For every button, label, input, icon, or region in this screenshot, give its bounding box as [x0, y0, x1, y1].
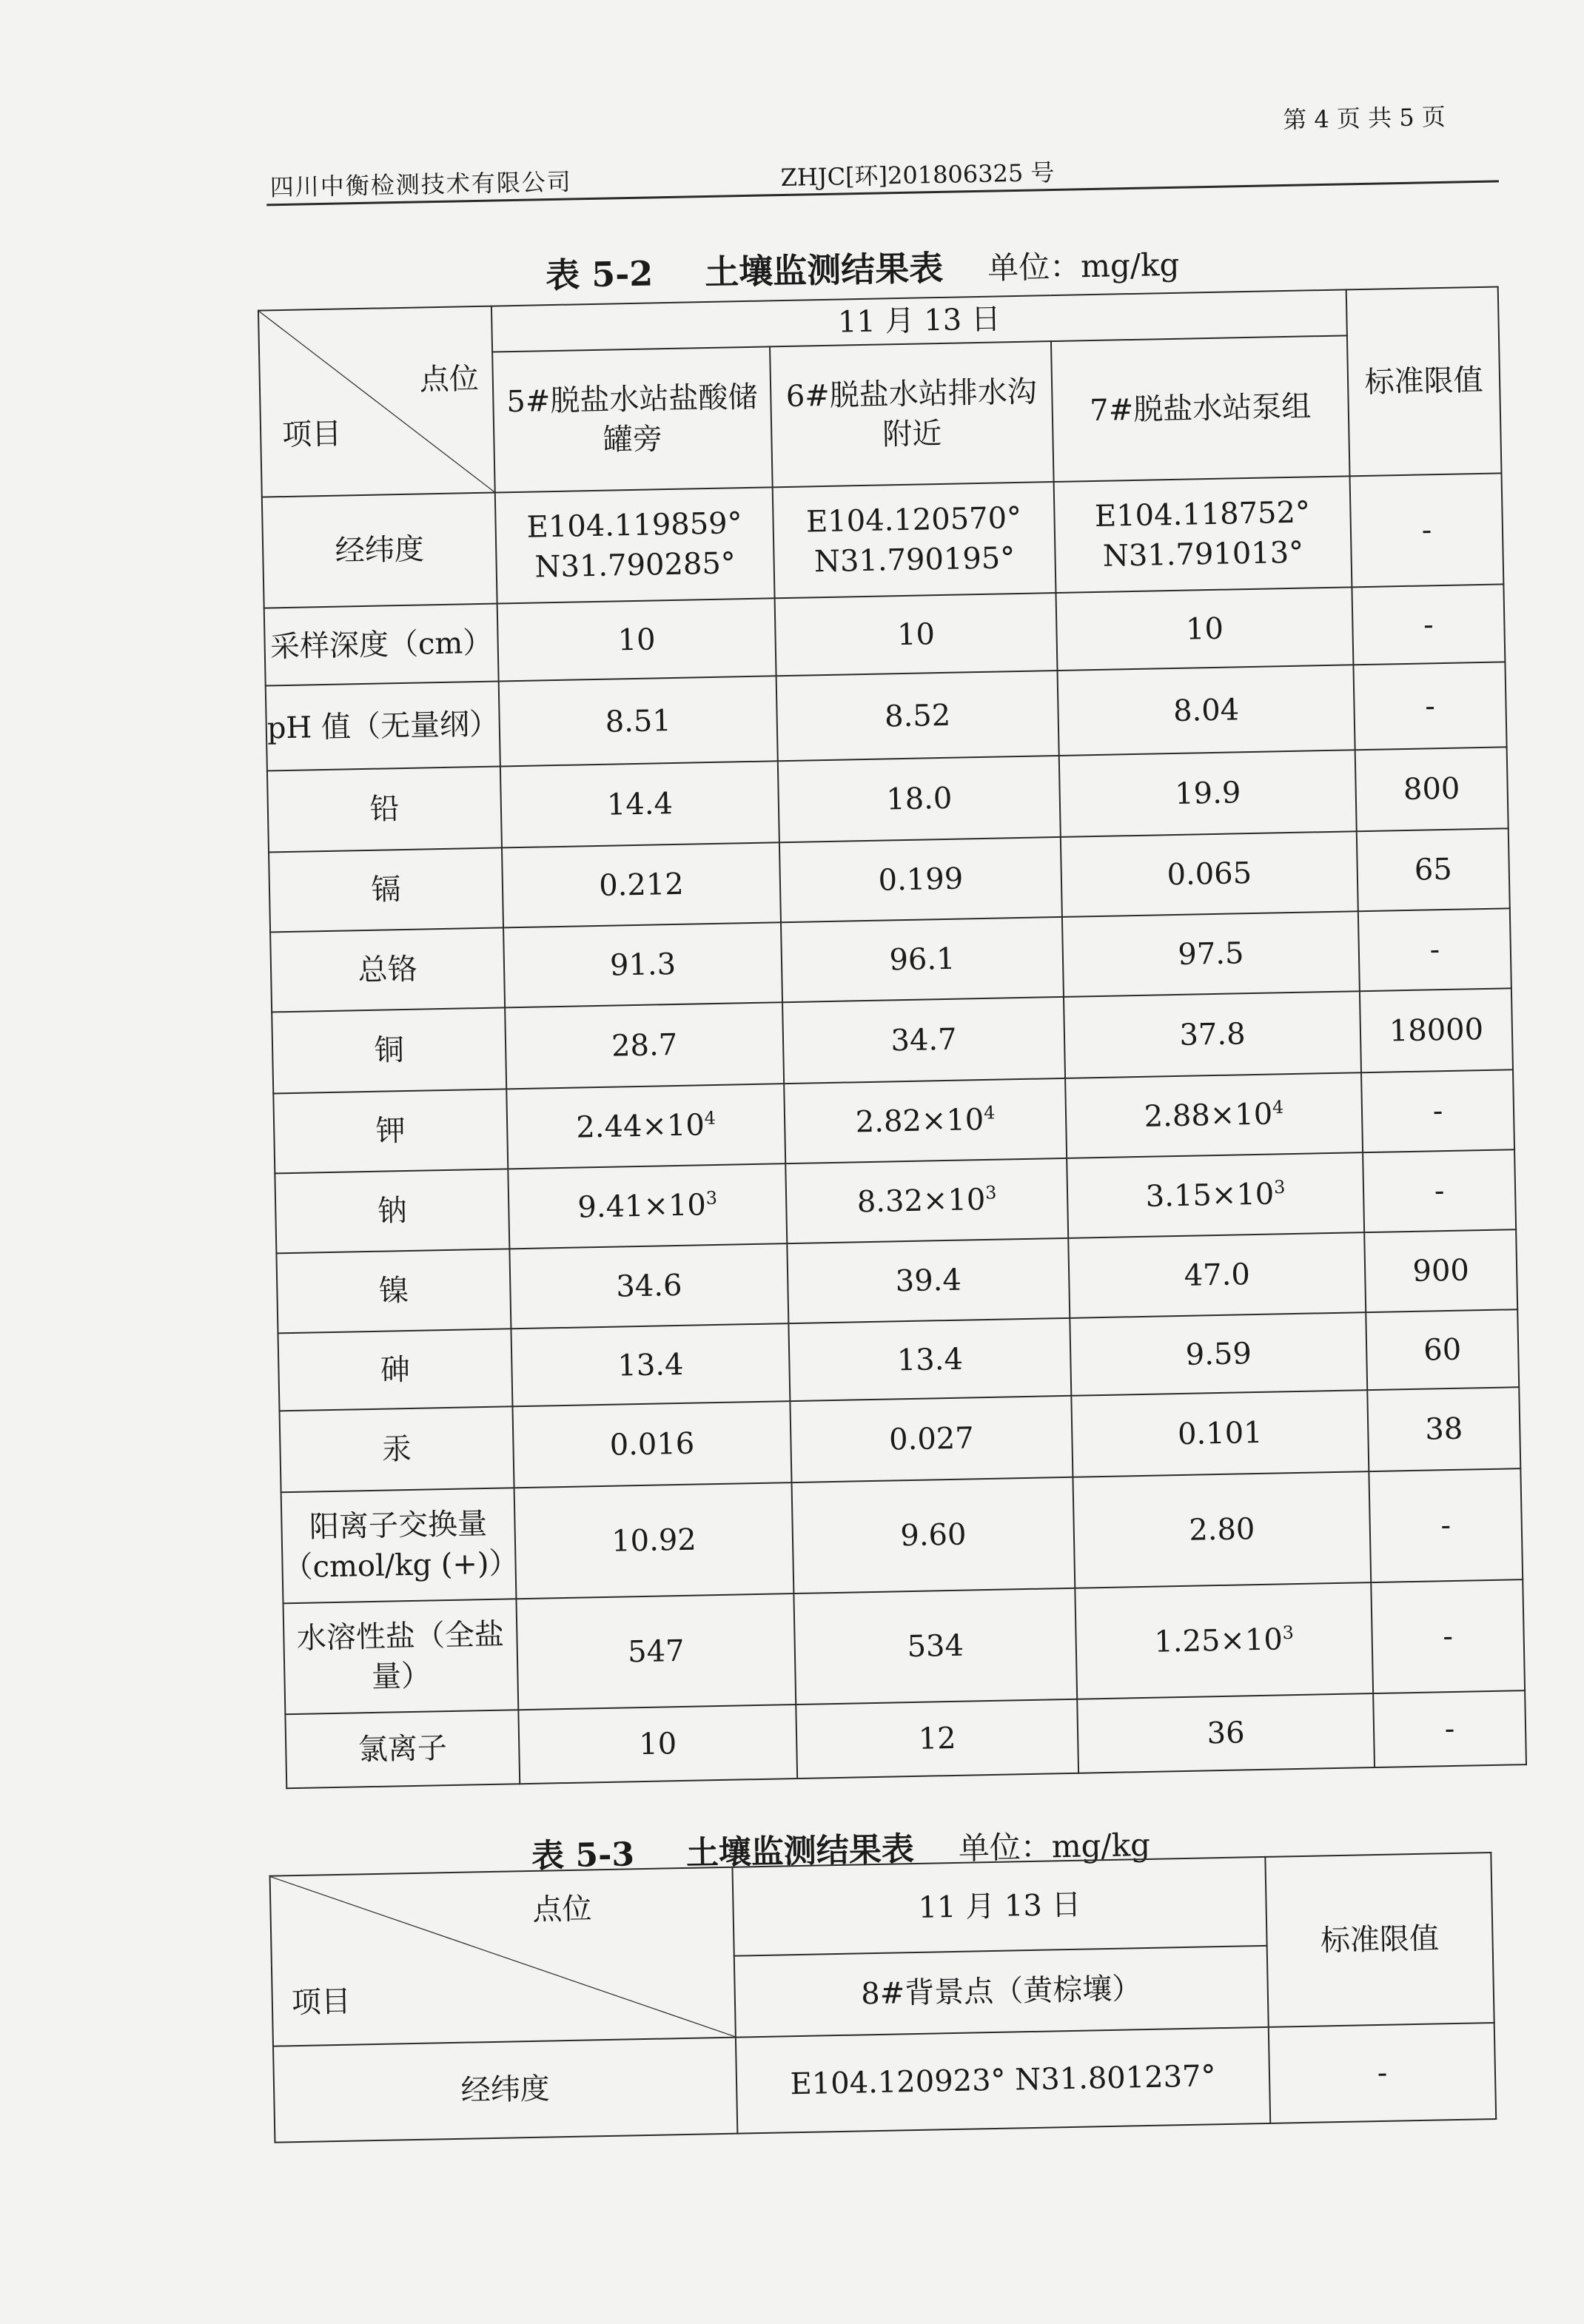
- row-value: 19.9: [1174, 776, 1241, 811]
- row-value-cell: [516, 1593, 796, 1710]
- row-value-cell: [503, 922, 782, 1007]
- row-value: 0.101: [1177, 1415, 1263, 1452]
- row-value-cell: [781, 917, 1064, 1002]
- row-value: 39.4: [895, 1263, 962, 1299]
- table-5-2-corner-cell: [258, 306, 495, 497]
- row-standard-limit: 38: [1367, 1387, 1520, 1471]
- row-value-cell: [508, 1163, 787, 1249]
- row-value-cell: [506, 1084, 785, 1169]
- row-value: 0.199: [878, 862, 964, 898]
- site-header-8: 8#背景点（黄棕壤）: [734, 1946, 1269, 2038]
- row-item-label: 经纬度: [273, 2038, 737, 2143]
- row-value: 0.016: [609, 1426, 695, 1462]
- row-value: 10: [617, 622, 656, 657]
- row-value-cell: [1075, 1582, 1373, 1699]
- row-standard-limit: -: [1353, 662, 1506, 750]
- row-standard-limit: 65: [1357, 828, 1510, 911]
- table-5-3-std-header: 标准限值: [1265, 1853, 1494, 2027]
- table-5-2-unit: 单位：mg/kg: [987, 246, 1180, 286]
- row-value-cell: [502, 842, 781, 927]
- row-item-label: 氯离子: [285, 1710, 520, 1788]
- row-value-cell: [779, 837, 1062, 922]
- row-value-cell: [1068, 1232, 1366, 1318]
- row-value: 37.8: [1179, 1017, 1246, 1052]
- row-value-cell: [788, 1318, 1071, 1401]
- row-item-label: 钾: [273, 1089, 508, 1173]
- row-item-label: 镍: [276, 1249, 511, 1333]
- row-item-label: 水溶性盐（全盐量）: [283, 1599, 519, 1714]
- corner-site-label: 点位: [419, 361, 480, 397]
- row-value: 8.32×10: [856, 1182, 986, 1220]
- row-value-exponent: 3: [705, 1187, 718, 1209]
- row-value-cell: [1073, 1471, 1371, 1588]
- row-value: 28.7: [611, 1027, 678, 1064]
- site-header-7: 7#脱盐水站泵组: [1051, 335, 1350, 482]
- row-value-cell: [500, 761, 779, 847]
- corner-item-label: 项目: [281, 417, 342, 453]
- row-value: 91.3: [609, 947, 677, 983]
- row-value: 10: [896, 617, 936, 652]
- row-value: 13.4: [896, 1342, 964, 1377]
- row-value: 8.52: [884, 698, 951, 733]
- row-value: 2.80: [1188, 1512, 1255, 1548]
- row-value: 2.44×10: [575, 1108, 705, 1145]
- row-item-label: 汞: [280, 1406, 514, 1492]
- corner-site-label: 点位: [532, 1892, 592, 1927]
- row-standard-limit: -: [1358, 908, 1511, 991]
- row-value: 534: [907, 1628, 964, 1665]
- row-value-exponent: 3: [1273, 1176, 1286, 1198]
- row-value-cell: [793, 1588, 1077, 1705]
- site-header-6: 6#脱盐水站排水沟附近: [770, 341, 1054, 487]
- row-value: E104.118752° N31.791013°: [1094, 495, 1311, 574]
- row-item-label: pH 值（无量纲）: [266, 681, 500, 770]
- row-value-cell: [1058, 665, 1355, 756]
- table-5-3-name: 土壤监测结果表: [685, 1830, 915, 1873]
- row-value: 9.41×10: [577, 1188, 707, 1225]
- row-value-cell: [792, 1477, 1075, 1593]
- row-value: 2.82×10: [855, 1103, 984, 1140]
- table-5-2-body: [262, 473, 1526, 1788]
- row-value-cell: [785, 1158, 1068, 1243]
- row-item-label: 采样深度（cm）: [264, 604, 499, 686]
- row-value-cell: [782, 997, 1065, 1084]
- row-value: 9.59: [1185, 1336, 1252, 1372]
- row-value-cell: [773, 482, 1056, 598]
- row-value: 8.04: [1172, 692, 1240, 728]
- row-value: 12: [918, 1721, 957, 1756]
- row-value-cell: [495, 487, 775, 603]
- diagonal-line: [259, 307, 494, 497]
- row-item-label: 铜: [272, 1007, 506, 1093]
- row-item-label: 阳离子交换量（cmol/kg (+)）: [281, 1488, 517, 1603]
- table-5-2-std-header: 标准限值: [1346, 286, 1502, 476]
- row-value: 13.4: [617, 1347, 684, 1383]
- row-value-cell: [1056, 587, 1353, 671]
- row-standard-limit: 18000: [1360, 988, 1513, 1072]
- row-item-label: 砷: [278, 1329, 513, 1411]
- row-value-cell: [1064, 991, 1361, 1078]
- row-value-cell: [784, 1078, 1067, 1163]
- row-value-cell: [1065, 1072, 1363, 1158]
- row-value-exponent: 4: [1272, 1096, 1284, 1118]
- row-value: E104.119859° N31.790285°: [526, 506, 743, 585]
- soil-monitoring-table-5-3: [269, 1852, 1497, 2143]
- row-standard-limit: -: [1373, 1690, 1526, 1767]
- row-value-cell: [1061, 831, 1358, 917]
- row-item-label: 总铬: [270, 927, 505, 1012]
- row-value: 18.0: [885, 781, 953, 817]
- table-5-3-corner-cell: [270, 1867, 736, 2046]
- table-5-2-id: 表 5-2: [545, 253, 654, 296]
- row-standard-limit: -: [1363, 1149, 1516, 1232]
- row-value-cell: [511, 1323, 790, 1406]
- row-value: 47.0: [1184, 1257, 1251, 1293]
- row-value: 96.1: [889, 941, 956, 978]
- row-standard-limit: 60: [1366, 1309, 1519, 1390]
- row-value: 8.51: [605, 703, 672, 739]
- row-value-cell: [505, 1002, 784, 1089]
- row-value: E104.120570° N31.790195°: [805, 500, 1022, 580]
- row-value-exponent: 3: [1282, 1622, 1295, 1644]
- row-value-exponent: 3: [984, 1182, 997, 1203]
- row-value: 10: [638, 1727, 677, 1762]
- site-header-5: 5#脱盐水站盐酸储罐旁: [492, 346, 773, 492]
- row-value-cell: [775, 593, 1058, 676]
- row-value-cell: [1067, 1152, 1364, 1238]
- row-value-cell: [1054, 476, 1352, 593]
- row-value: 14.4: [606, 787, 674, 822]
- row-value-cell: [796, 1699, 1078, 1779]
- row-value: 34.7: [890, 1022, 958, 1058]
- row-value-cell: [1077, 1693, 1375, 1773]
- row-value: 34.6: [615, 1268, 682, 1304]
- table-5-3-id: 表 5-3: [531, 1836, 635, 1875]
- row-value-cell: [787, 1238, 1070, 1323]
- row-value: 1.25×10: [1153, 1622, 1283, 1659]
- company-name: 四川中衡检测技术有限公司: [269, 167, 573, 202]
- soil-monitoring-table-5-2: [258, 286, 1527, 1789]
- row-value: 0.065: [1167, 856, 1252, 893]
- row-value: E104.120923° N31.801237°: [736, 2027, 1270, 2134]
- table-5-3-date: 11 月 13 日: [732, 1857, 1266, 1956]
- row-value: 10.92: [611, 1522, 697, 1559]
- row-value-cell: [790, 1396, 1073, 1482]
- row-value: 2.88×10: [1144, 1097, 1273, 1134]
- row-item-label: 镉: [269, 847, 503, 932]
- row-value: 10: [1185, 611, 1224, 647]
- row-item-label: 钠: [275, 1169, 509, 1253]
- row-item-label: 经纬度: [262, 493, 497, 608]
- row-value-cell: [499, 676, 778, 766]
- row-value: 3.15×10: [1145, 1177, 1275, 1214]
- row-value-exponent: 4: [704, 1107, 717, 1129]
- row-value-cell: [509, 1243, 788, 1329]
- table-5-2-date: 11 月 13 日: [491, 289, 1347, 352]
- page-indicator: 第 4 页 共 5 页: [1282, 102, 1446, 135]
- row-standard-limit: 900: [1364, 1229, 1517, 1312]
- row-value: 0.027: [888, 1421, 975, 1457]
- row-value-exponent: 4: [983, 1102, 996, 1124]
- row-standard-limit: -: [1369, 1468, 1523, 1582]
- row-value-cell: [497, 598, 776, 681]
- row-value: 547: [627, 1633, 685, 1670]
- table-5-2-name: 土壤监测结果表: [704, 247, 944, 293]
- corner-item-label: 项目: [291, 1984, 352, 2021]
- row-value-cell: [514, 1482, 794, 1599]
- row-value-cell: [1062, 911, 1360, 997]
- row-value-cell: [776, 671, 1059, 761]
- row-value-cell: [1059, 750, 1357, 837]
- row-value-cell: [1071, 1390, 1369, 1477]
- row-standard-limit: -: [1269, 2023, 1496, 2123]
- row-standard-limit: -: [1352, 584, 1505, 665]
- row-standard-limit: -: [1371, 1579, 1525, 1693]
- row-standard-limit: -: [1361, 1069, 1514, 1152]
- row-value: 97.5: [1177, 936, 1244, 972]
- row-value: 0.212: [598, 867, 685, 903]
- row-value-cell: [518, 1705, 797, 1784]
- row-standard-limit: 800: [1355, 747, 1509, 831]
- row-value-cell: [1070, 1312, 1367, 1396]
- report-number: ZHJC[环]201806325 号: [780, 158, 1055, 192]
- row-value-cell: [778, 756, 1061, 842]
- row-value: 36: [1207, 1716, 1246, 1751]
- row-standard-limit: -: [1350, 473, 1504, 587]
- row-value: 9.60: [899, 1517, 967, 1554]
- table-5-2-caption: [545, 237, 1179, 298]
- table-5-3-unit: 单位：mg/kg: [958, 1826, 1151, 1867]
- row-item-label: 铅: [267, 766, 502, 852]
- row-value-cell: [512, 1401, 791, 1488]
